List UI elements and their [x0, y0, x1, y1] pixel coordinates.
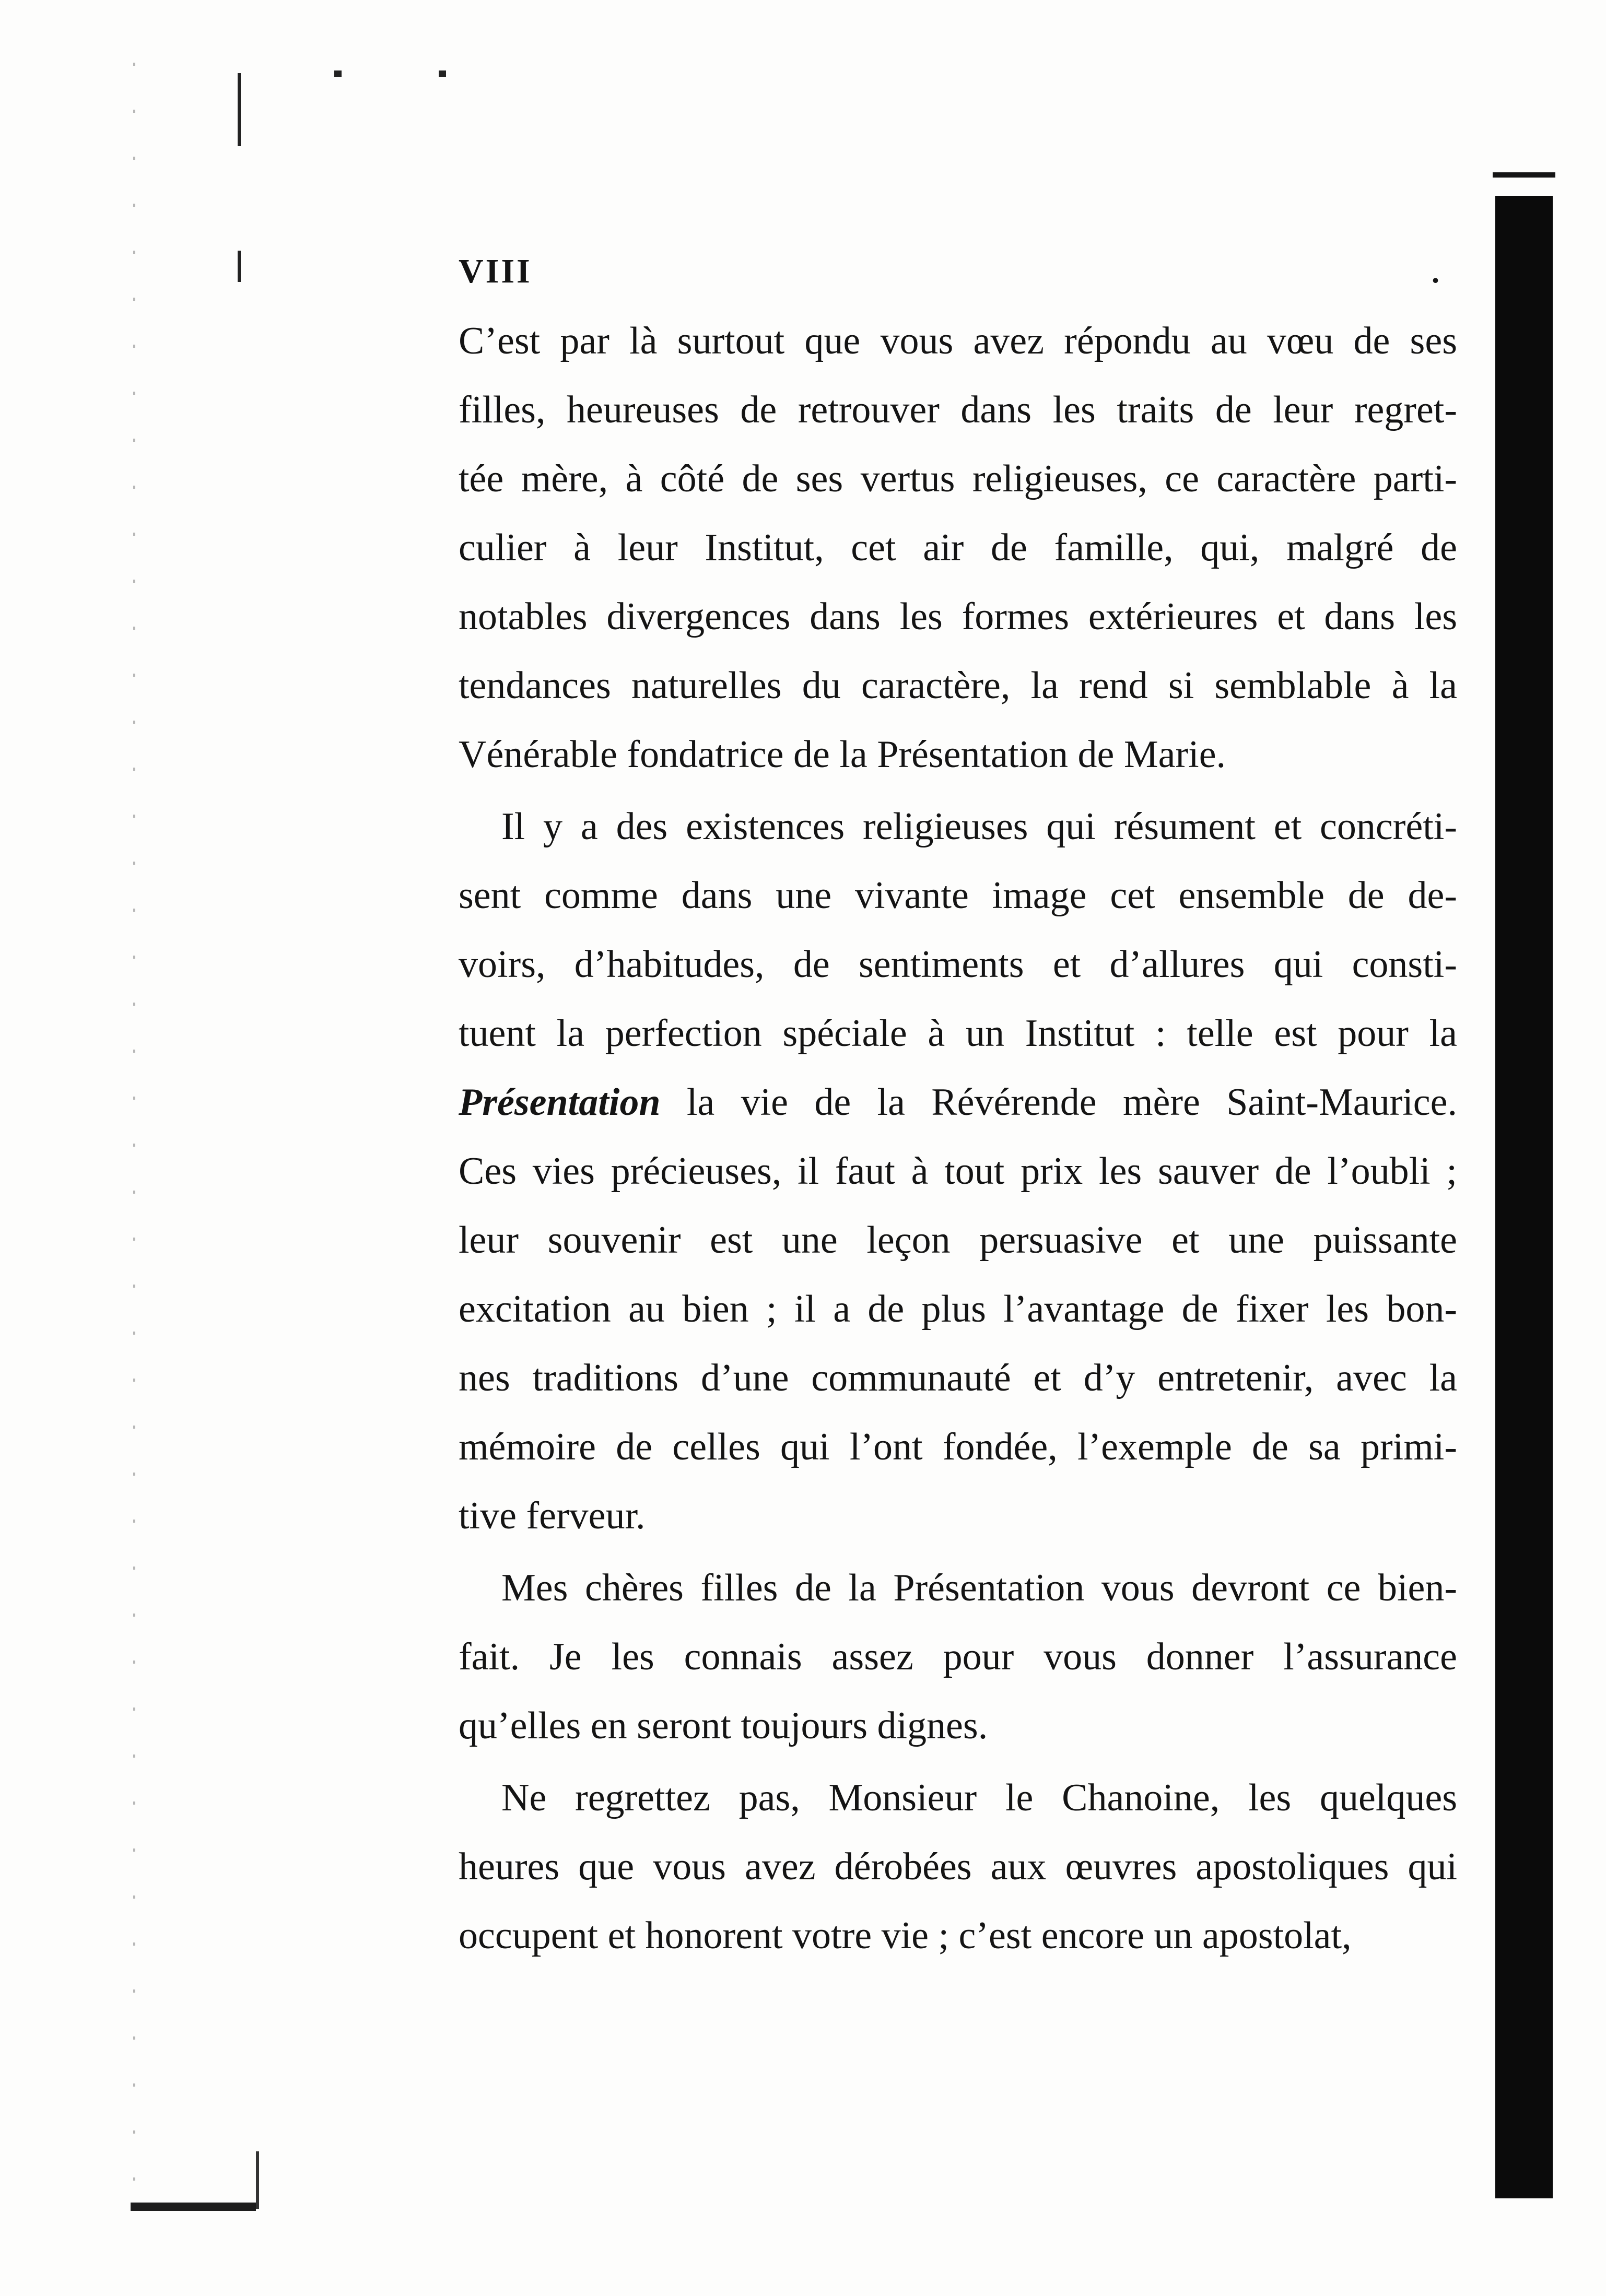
line-rest: la vie de la Révérende mère Saint-Maurice. — [660, 1081, 1457, 1124]
paragraph — [459, 307, 1457, 789]
text-line: sent comme dans une vivante image cet ensemble de de- — [459, 874, 1457, 917]
text-line: C’est par là surtout que vous avez répondu au vœu de ses — [459, 320, 1457, 362]
text-line — [459, 1068, 1457, 1137]
paragraph — [459, 1553, 1457, 1760]
text-line: notables divergences dans les formes extérieures et dans les — [459, 595, 1457, 638]
scan-bottom-corner — [131, 2203, 256, 2211]
text-line: culier à leur Institut, cet air de famille, qui, malgré de — [459, 526, 1457, 569]
text-line: Il y a des existences religieuses qui résument et concréti- — [501, 805, 1457, 848]
text-line: tée mère, à côté de ses vertus religieuses, ce caractère parti- — [459, 457, 1457, 500]
scan-top-specks — [334, 70, 460, 77]
text-line: heures que vous avez dérobées aux œuvres apostoliques qui — [459, 1845, 1457, 1888]
page-number: VIII — [459, 252, 532, 290]
text-line: excitation au bien ; il a de plus l’avantage de fixer les bon- — [459, 1288, 1457, 1330]
text-line: tive ferveur. — [459, 1494, 646, 1537]
scan-margin-rule-lower — [238, 251, 241, 282]
text-line: Vénérable fondatrice de la Présentation de Marie. — [459, 733, 1226, 776]
text-line: nes traditions d’une communauté et d’y entretenir, avec la — [459, 1357, 1457, 1399]
body-paragraphs — [459, 307, 1457, 1970]
scan-edge-top-line — [1493, 172, 1555, 178]
text-line: mémoire de celles qui l’ont fondée, l’exemple de sa primi- — [459, 1426, 1457, 1468]
text-line: Mes chères filles de la Présentation vous devront ce bien- — [501, 1567, 1457, 1609]
text-line: fait. Je les connais assez pour vous donner l’assurance — [459, 1635, 1457, 1678]
text-line: tendances naturelles du caractère, la rend si semblable à la — [459, 664, 1457, 707]
scan-bottom-rule — [256, 2151, 259, 2209]
text-line: occupent et honorent votre vie ; c’est encore un apostolat, — [459, 1914, 1352, 1957]
text-block — [459, 251, 1457, 1970]
text-line: filles, heureuses de retrouver dans les traits de leur regret- — [459, 388, 1457, 431]
text-line: leur souvenir est une leçon persuasive et une puissante — [459, 1219, 1457, 1262]
text-line: tuent la perfection spéciale à un Institut : telle est pour la — [459, 1012, 1457, 1055]
scan-margin-dots — [133, 63, 135, 2193]
text-line: qu’elles en seront toujours dignes. — [459, 1704, 988, 1747]
paragraph — [459, 792, 1457, 1550]
italic-term: Présentation — [459, 1081, 661, 1124]
running-head — [459, 251, 1457, 293]
text-line: Ne regrettez pas, Monsieur le Chanoine, les quelques — [501, 1776, 1457, 1819]
running-head-dot: . — [1432, 255, 1439, 289]
text-line: voirs, d’habitudes, de sentiments et d’allures qui consti- — [459, 943, 1457, 986]
paragraph — [459, 1763, 1457, 1970]
text-line: Ces vies précieuses, il faut à tout prix les sauver de l’oubli ; — [459, 1150, 1457, 1193]
scan-page-edge-shadow — [1495, 196, 1553, 2198]
scan-margin-rule — [238, 73, 241, 146]
